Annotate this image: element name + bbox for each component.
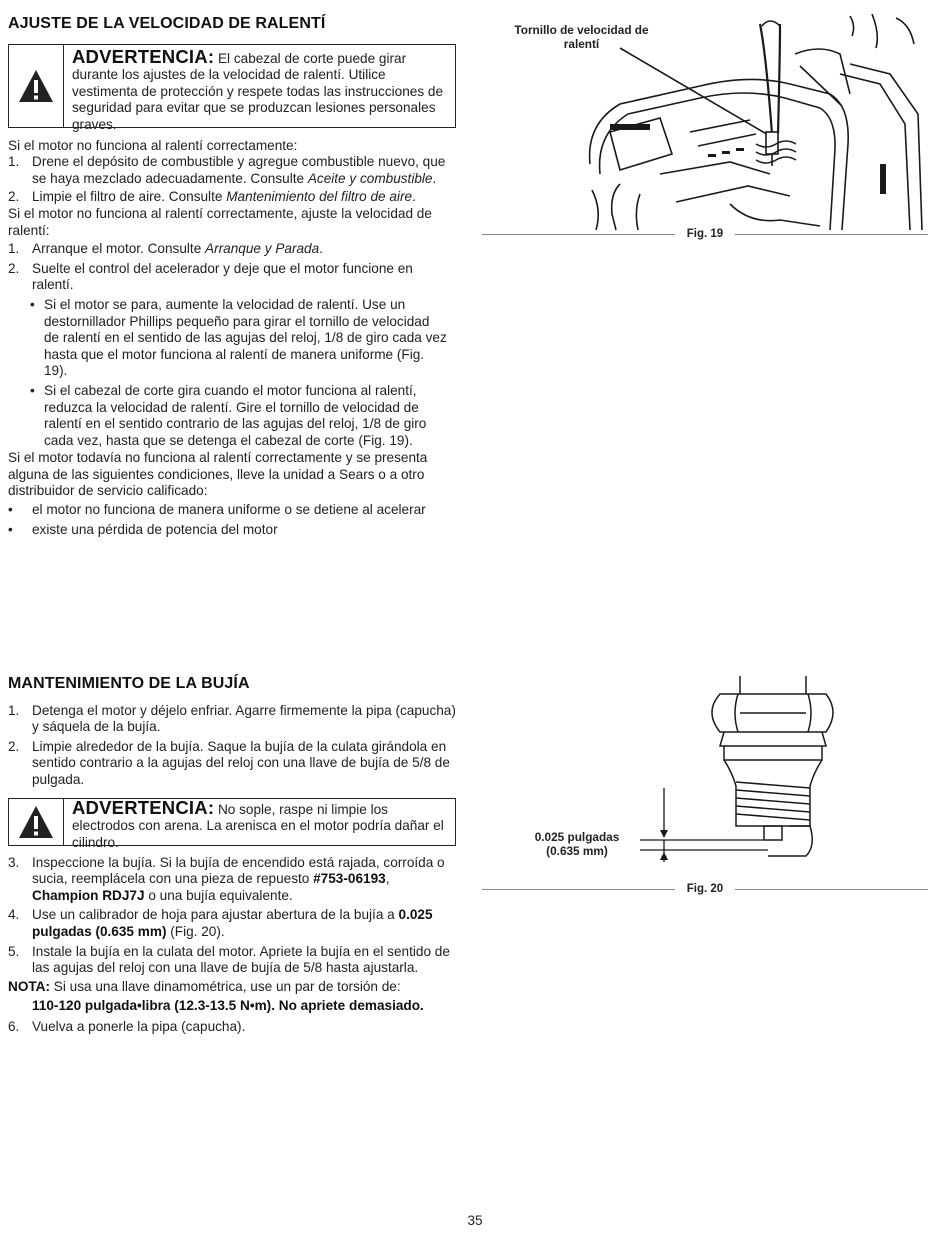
list-item (8, 502, 456, 519)
gap-mm: (0.635 mm) (546, 844, 608, 858)
idle-speed-section (8, 16, 456, 538)
step-text: Use un calibrador de hoja para ajustar abertura de la bujía a 0.025 pulgadas (0.635 mm) (Fig. 20). (32, 907, 433, 939)
warning-icon-cell (9, 799, 64, 845)
list-item (8, 189, 456, 206)
page-number: 35 (467, 1213, 483, 1228)
list-item (8, 703, 456, 736)
engine-drawing-illustration (580, 14, 925, 232)
steps-list-a (8, 154, 456, 206)
list-item (8, 1019, 456, 1036)
note-paragraph (8, 979, 456, 996)
step-number: 5. (8, 943, 20, 959)
spark-plug-section (8, 676, 456, 1036)
step-number: 1. (8, 702, 20, 718)
sub-bullet-text: Si el cabezal de corte gira cuando el motor funciona al ralentí, reduzca la velocidad de ralentí. Gire el tornillo de velocidad de ralentí en el sentido contrario de las agujas del reloj, 1/8 de giro cada vez, hasta que se detenga el cabezal de corte (Fig. 19). (44, 382, 427, 448)
section-title-spark-plug: MANTENIMIENTO DE LA BUJÍA (8, 675, 250, 692)
warning-text-idle (64, 45, 455, 132)
section-title-idle-speed: AJUSTE DE LA VELOCIDAD DE RALENTÍ (8, 15, 326, 32)
warning-keyword: ADVERTENCIA: (72, 45, 215, 67)
step-number: 4. (8, 907, 20, 923)
note-text: Si usa una llave dinamométrica, use un par de torsión de: (50, 978, 401, 994)
warning-icon-cell (9, 45, 64, 127)
step-text: Vuelva a ponerle la pipa (capucha). (32, 1018, 246, 1034)
step-number: 3. (8, 854, 20, 870)
list-item (8, 241, 456, 258)
fig19-callout: Tornillo de velocidad de ralentí (514, 23, 649, 51)
bullet-text: existe una pérdida de potencia del motor (32, 521, 278, 537)
sub-bullet-text: Si el motor se para, aumente la velocidad de ralentí. Use un destornillador Phillips pequeño para girar el tornillo de velocidad de ralentí en el sentido de las agujas del reloj, 1/8 de giro cada vez hasta que el motor funciona al ralentí de manera uniforme (Fig. 19). (44, 296, 447, 379)
step-number: 1. (8, 241, 20, 257)
fig19-rule-right (735, 234, 928, 235)
list-item (8, 261, 456, 294)
list-item (8, 522, 456, 539)
step-text: Inspeccione la bujía. Si la bujía de encendido está rajada, corroída o sucia, reemplácela con una pieza de repuesto #753-06193, Champion RDJ7J o una bujía equivalente. (32, 854, 445, 903)
list-item (8, 907, 456, 940)
list-item (8, 154, 456, 187)
intro-paragraph-1: Si el motor no funciona al ralentí correctamente: (8, 137, 298, 153)
spark-steps-b (8, 855, 456, 977)
step-number: 2. (8, 260, 20, 276)
step-number: 6. (8, 1018, 20, 1034)
warning-message: El cabezal de corte puede girar durante los ajustes de la velocidad de ralentí. Utilice vestimenta de protección y respete todas las instrucciones de seguridad para evitar que se produzcan lesiones personales graves. (72, 50, 444, 132)
torque-spec: 110-120 pulgada•libra (12.3-13.5 N•m). No apriete demasiado. (32, 998, 424, 1014)
step-text: Suelte el control del acelerador y deje que el motor funcione en ralentí. (32, 260, 413, 293)
step-text: Limpie el filtro de aire. Consulte Mantenimiento del filtro de aire. (32, 189, 416, 205)
gap-dimension-label (522, 830, 632, 858)
bullet-dot: • (30, 382, 35, 398)
intro-paragraph-3: Si el motor todavía no funciona al ralentí correctamente y se presenta alguna de las siguientes condiciones, lleve la unidad a Sears o a otro distribuidor de servicio calificado: (8, 450, 428, 499)
bullet-text: el motor no funciona de manera uniforme o se detiene al acelerar (32, 502, 426, 518)
fig19-label: Fig. 19 (686, 228, 724, 240)
warning-box-idle (8, 44, 456, 132)
spark-steps-a (8, 703, 456, 789)
step-number: 1. (8, 154, 20, 170)
sub-bullet (30, 383, 448, 449)
sub-bullet (30, 297, 448, 380)
fig20-label: Fig. 20 (686, 883, 724, 895)
fig20-rule-right (735, 889, 928, 890)
step-text: Instale la bujía en la culata del motor. Apriete la bujía en el sentido de las agujas del reloj con una llave de bujía de 5/8 hasta ajustarla. (32, 943, 450, 976)
warning-keyword: ADVERTENCIA: (72, 796, 215, 818)
list-item (8, 944, 456, 977)
bullet-dot: • (8, 521, 13, 537)
warning-triangle-icon (17, 68, 55, 104)
fig20-rule-left (482, 889, 675, 890)
step-text: Limpie alrededor de la bujía. Saque la bujía de la culata girándola en sentido contrario a la agujas del reloj con una llave de bujía de 5/8 de pulgada. (32, 738, 450, 787)
warning-message: No sople, raspe ni limpie los electrodos con arena. La arenisca en el motor podría dañar el cilindro. (72, 801, 444, 850)
warning-box-spark (8, 796, 456, 850)
warning-triangle-icon (17, 804, 55, 840)
fig19-rule-left (482, 234, 675, 235)
intro-paragraph-2: Si el motor no funciona al ralentí correctamente, ajuste la velocidad de ralentí: (8, 205, 432, 238)
gap-inches: 0.025 pulgadas (534, 830, 620, 844)
step-text: Detenga el motor y déjelo enfriar. Agarre firmemente la pipa (capucha) y sáquela de la bujía. (32, 702, 456, 735)
step-text: Drene el depósito de combustible y agregue combustible nuevo, que se haya mezclado adecuadamente. Consulte Aceite y combustible. (32, 154, 446, 186)
warning-text-spark (64, 796, 455, 850)
bullet-dot: • (8, 502, 13, 518)
step-number: 2. (8, 189, 20, 205)
step-text: Arranque el motor. Consulte Arranque y Parada. (32, 241, 323, 257)
steps-list-b (8, 241, 456, 449)
conditions-list (8, 502, 456, 538)
list-item (8, 855, 456, 905)
step-number: 2. (8, 738, 20, 754)
bullet-dot: • (30, 296, 35, 312)
note-label: NOTA: (8, 978, 51, 994)
spark-plug-gap-illustration (640, 676, 840, 862)
list-item (8, 739, 456, 789)
